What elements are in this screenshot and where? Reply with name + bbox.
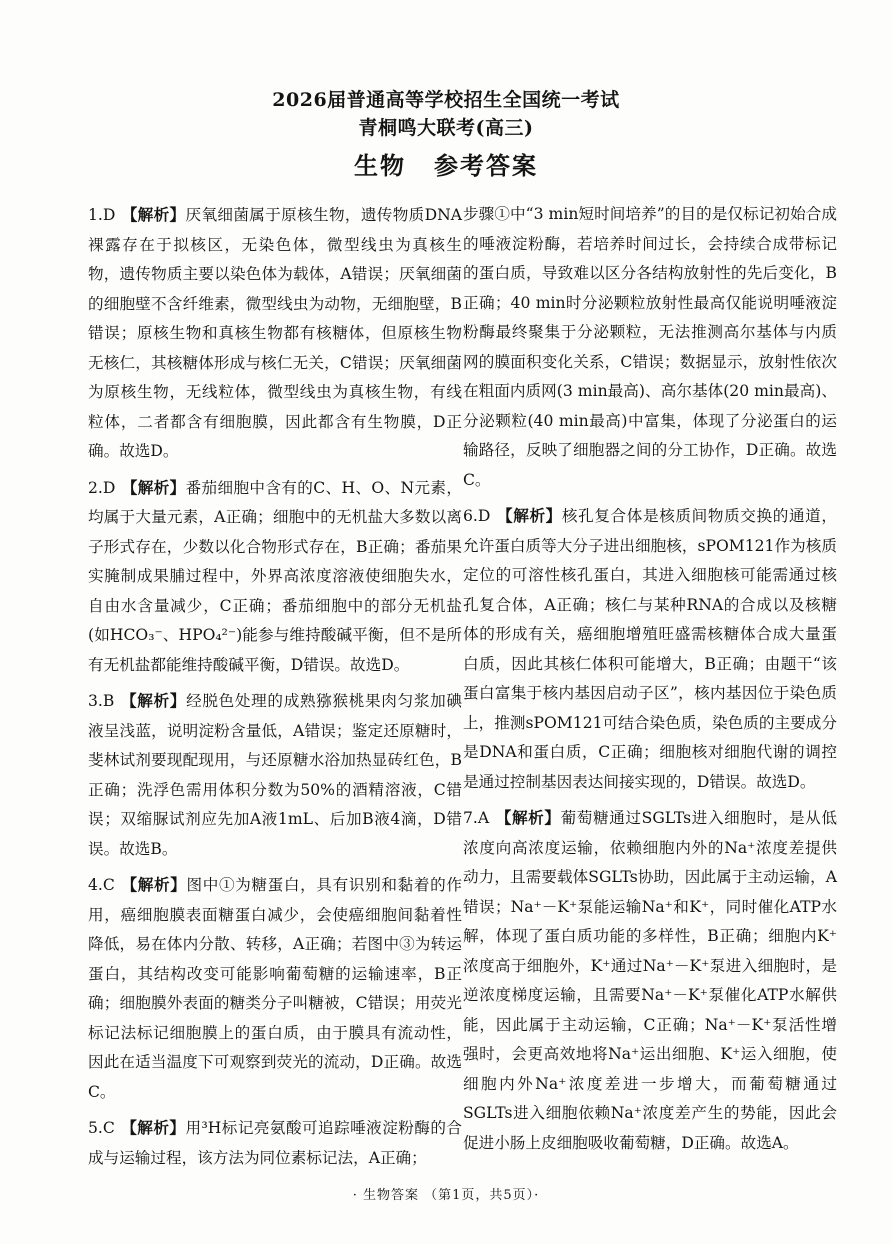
page-footer: · 生物答案 （第1页，共5页）·	[352, 1188, 540, 1203]
page-header	[0, 86, 892, 186]
document-type: 参考答案	[434, 151, 538, 180]
subject-name: 生物	[354, 151, 406, 180]
analysis-text: 步骤①中“3 min短时间培养”的目的是仅标记初始合成的唾液淀粉酶，若培养时间过长，会持续合成带标记的蛋白质，导致难以区分各结构放射性的先后变化，B正确；40 min时分泌颗粒放射性最高仅能说明唾液淀粉酶最终聚集于分泌颗粒，无法推测高尔基体与内质网的膜面积变化关系，C错误；数据显示，放射性依次在粗面内质网(3 min最高)、高尔基体(20 min最高)、分泌颗粒(40 min最高)中富集，体现了分泌蛋白的运输路径，反映了细胞器之间的分工协作，D正确。故选C。	[463, 205, 837, 489]
analysis-text: 用³H标记亮氨酸可追踪唾液淀粉酶的合成与运输过程，该方法为同位素标记法，A正确；	[88, 1119, 462, 1167]
analysis-tag: 【解析】	[120, 875, 187, 894]
analysis-tag: 【解析】	[120, 691, 187, 710]
answer-number: 6.D	[463, 507, 491, 525]
answer-number: 2.D	[88, 478, 116, 497]
analysis-text: 核孔复合体是核质间物质交换的通道，允许蛋白质等大分子进出细胞核，sPOM121作为核质定位的可溶性核孔蛋白，其进入细胞核可能需通过核孔复合体，A正确；核仁与某种RNA的合成以及核糖体的形成有关，癌细胞增殖旺盛需核糖体合成大量蛋白质，因此其核仁体积可能增大，B正确；由题干“该蛋白富集于核内基因启动子区”，核内基因位于染色质上，推测sPOM121可结合染色质，染色质的主要成分是DNA和蛋白质，C正确；细胞核对细胞代谢的调控是通过控制基因表达间接实现的，D错误。故选D。	[463, 507, 837, 791]
exam-title: 2026届普通高等学校招生全国统一考试	[272, 89, 620, 111]
answer-item-7	[463, 803, 837, 1158]
analysis-text: 图中①为糖蛋白，具有识别和黏着的作用，癌细胞膜表面糖蛋白减少，会使癌细胞间黏着性降低，易在体内分散、转移，A正确；若图中③为转运蛋白，其结构改变可能影响葡萄糖的运输速率，B正确；细胞膜外表面的糖类分子叫糖被，C错误；用荧光标记法标记细胞膜上的蛋白质，由于膜具有流动性，因此在适当温度下可观察到荧光的流动，D正确。故选C。	[88, 876, 462, 1101]
exam-subtitle: 青桐鸣大联考(高三)	[358, 117, 534, 139]
analysis-tag: 【解析】	[496, 506, 562, 525]
answer-number: 5.C	[88, 1119, 115, 1137]
answer-item-2	[88, 473, 462, 681]
analysis-tag: 【解析】	[121, 205, 186, 224]
answer-number: 4.C	[88, 876, 115, 894]
analysis-tag: 【解析】	[495, 808, 561, 827]
analysis-text: 经脱色处理的成熟猕猴桃果肉匀浆加碘液呈浅蓝，说明淀粉含量低，A错误；鉴定还原糖时，斐林试剂要现配现用，与还原糖水浴加热显砖红色，B正确；洗浮色需用体积分数为50%的酒精溶液，C错误；双缩脲试剂应先加A液1mL、后加B液4滴，D错误。故选B。	[88, 692, 462, 858]
analysis-text: 厌氧细菌属于原核生物，遗传物质DNA裸露存在于拟核区，无染色体，微型线虫为真核生物，遗传物质主要以染色体为载体，A错误；厌氧细菌的细胞壁不含纤维素，微型线虫为动物，无细胞壁，B错误；原核生物和真核生物都有核糖体，但原核生物无核仁，其核糖体形成与核仁无关，C错误；厌氧细菌为原核生物，无线粒体，微型线虫为真核生物，有线粒体，二者都含有细胞膜，因此都含有生物膜，D正确。故选D。	[88, 206, 462, 460]
analysis-tag: 【解析】	[121, 477, 186, 497]
answer-number: 3.B	[88, 692, 115, 710]
right-column	[463, 200, 837, 1164]
answer-item-6	[463, 501, 837, 797]
left-column	[88, 200, 462, 1179]
answer-number: 7.A	[463, 809, 490, 827]
analysis-tag: 【解析】	[120, 1118, 186, 1137]
analysis-text: 葡萄糖通过SGLTs进入细胞时，是从低浓度向高浓度运输，依赖细胞内外的Na⁺浓度差提供动力，且需要载体SGLTs协助，因此属于主动运输，A错误；Na⁺－K⁺泵能运输Na⁺和K⁺，同时催化ATP水解，体现了蛋白质功能的多样性，B正确；细胞内K⁺浓度高于细胞外，K⁺通过Na⁺－K⁺泵进入细胞时，是逆浓度梯度运输，且需要Na⁺－K⁺泵催化ATP水解供能，因此属于主动运输，C正确；Na⁺－K⁺泵活性增强时，会更高效地将Na⁺运出细胞、K⁺运入细胞，使细胞内外Na⁺浓度差进一步增大，而葡萄糖通过SGLTs进入细胞依赖Na⁺浓度差产生的势能，因此会促进小肠上皮细胞吸收葡萄糖，D正确。故选A。	[463, 809, 837, 1152]
answer-item-1	[88, 200, 462, 467]
answer-item-4	[88, 870, 462, 1107]
subject-heading	[0, 146, 892, 186]
answer-item-5-continued	[463, 200, 837, 495]
answer-number: 1.D	[88, 206, 116, 224]
answer-item-3	[88, 686, 462, 864]
analysis-text: 番茄细胞中含有的C、H、O、N元素，均属于大量元素，A正确；细胞中的无机盐大多数以离子形式存在，少数以化合物形式存在，B正确；番茄果实腌制成果脯过程中，外界高浓度溶液使细胞失水，自由水含量减少，C正确；番茄细胞中的部分无机盐(如HCO₃⁻、HPO₄²⁻)能参与维持酸碱平衡，但不是所有无机盐都能维持酸碱平衡，D错误。故选D。	[88, 478, 462, 674]
answer-item-5	[88, 1113, 462, 1173]
